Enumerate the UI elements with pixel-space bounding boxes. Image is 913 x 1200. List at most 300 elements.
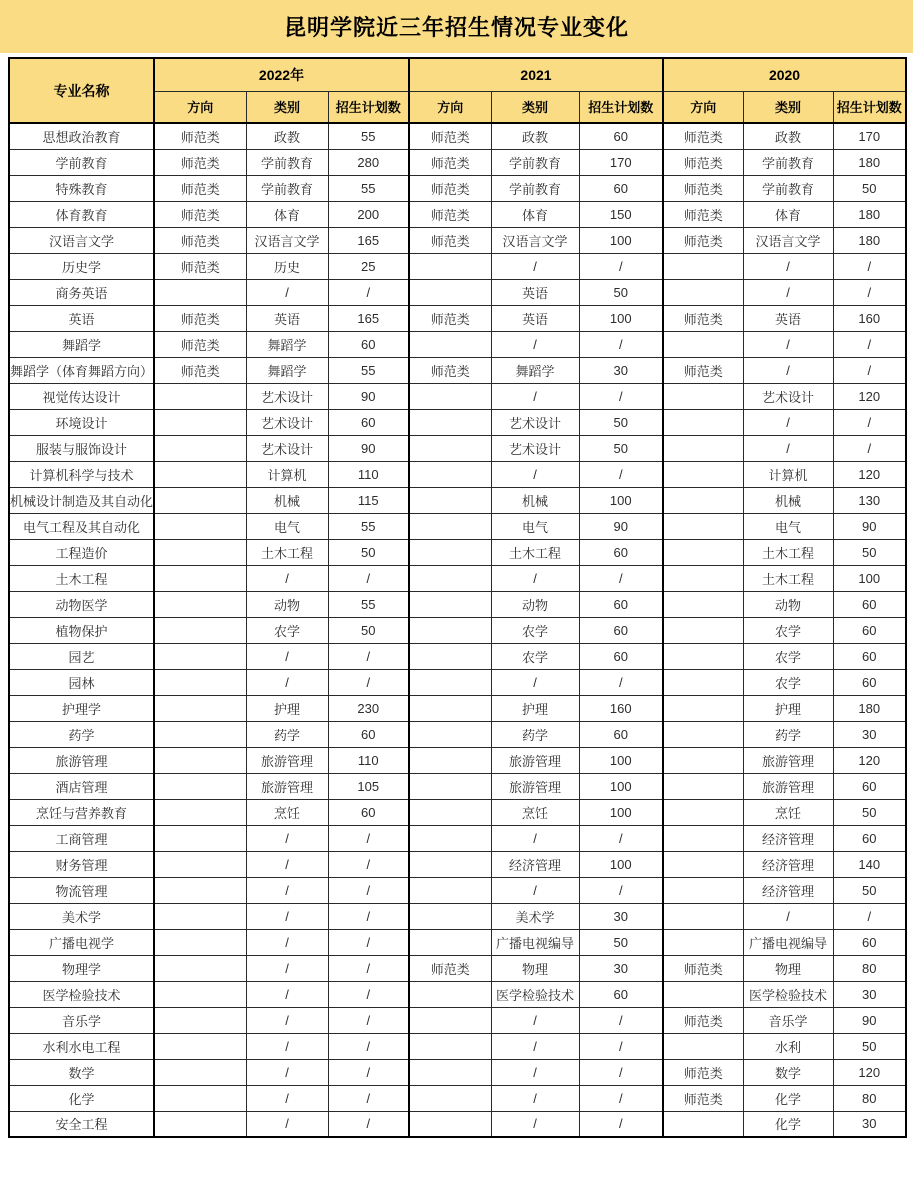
table-row (9, 825, 906, 851)
direction-cell-2020 (663, 851, 743, 877)
table-row (9, 695, 906, 721)
plan-count-cell-2020: 30 (833, 981, 906, 1007)
plan-count-cell-2022: / (328, 643, 409, 669)
plan-count-cell-2022: 110 (328, 747, 409, 773)
plan-count-cell-2021: / (579, 669, 663, 695)
category-cell-2021: / (491, 383, 579, 409)
plan-count-cell-2022: 55 (328, 591, 409, 617)
table-row (9, 799, 906, 825)
plan-count-cell-2022: / (328, 1111, 409, 1137)
major-name-cell: 英语 (9, 305, 154, 331)
table-row (9, 331, 906, 357)
major-name-cell: 学前教育 (9, 149, 154, 175)
table-row (9, 383, 906, 409)
plan-count-cell-2021: 60 (579, 617, 663, 643)
plan-count-cell-2022: 55 (328, 123, 409, 149)
major-name-cell: 物理学 (9, 955, 154, 981)
category-cell-2020: 农学 (743, 669, 833, 695)
major-name-cell: 水利水电工程 (9, 1033, 154, 1059)
direction-cell-2021 (409, 487, 491, 513)
direction-cell-2022 (154, 851, 246, 877)
table-row (9, 851, 906, 877)
direction-cell-2020 (663, 903, 743, 929)
plan-count-cell-2021: 100 (579, 487, 663, 513)
year-header-2022: 2022年 (154, 58, 409, 91)
category-cell-2020: 经济管理 (743, 877, 833, 903)
direction-cell-2021: 师范类 (409, 305, 491, 331)
direction-cell-2020 (663, 643, 743, 669)
category-cell-2020: 化学 (743, 1085, 833, 1111)
major-name-cell: 广播电视学 (9, 929, 154, 955)
direction-cell-2021 (409, 383, 491, 409)
category-cell-2021: 舞蹈学 (491, 357, 579, 383)
direction-cell-2020 (663, 825, 743, 851)
direction-cell-2022: 师范类 (154, 357, 246, 383)
plan-count-cell-2020: 50 (833, 799, 906, 825)
category-cell-2022: / (246, 279, 328, 305)
category-cell-2022: 艺术设计 (246, 409, 328, 435)
category-cell-2020: 英语 (743, 305, 833, 331)
table-row (9, 461, 906, 487)
plan-count-cell-2022: 115 (328, 487, 409, 513)
category-cell-2022: / (246, 1007, 328, 1033)
table-row (9, 357, 906, 383)
direction-cell-2021: 师范类 (409, 149, 491, 175)
plan-count-cell-2021: / (579, 1033, 663, 1059)
category-cell-2022: 艺术设计 (246, 435, 328, 461)
category-cell-2020: 艺术设计 (743, 383, 833, 409)
major-name-cell: 舞蹈学 (9, 331, 154, 357)
direction-cell-2020 (663, 747, 743, 773)
direction-cell-2021 (409, 695, 491, 721)
plan-count-cell-2021: 60 (579, 175, 663, 201)
category-cell-2020: / (743, 357, 833, 383)
plan-count-cell-2020: 170 (833, 123, 906, 149)
direction-cell-2022 (154, 799, 246, 825)
category-cell-2020: 电气 (743, 513, 833, 539)
category-cell-2021: / (491, 461, 579, 487)
category-cell-2022: / (246, 903, 328, 929)
direction-cell-2020 (663, 591, 743, 617)
plan-count-cell-2020: 120 (833, 383, 906, 409)
direction-cell-2021 (409, 617, 491, 643)
table-row (9, 747, 906, 773)
plan-count-cell-2022: 280 (328, 149, 409, 175)
category-cell-2020: / (743, 435, 833, 461)
category-cell-2022: 药学 (246, 721, 328, 747)
plan-count-cell-2022: 110 (328, 461, 409, 487)
plan-count-cell-2020: 180 (833, 695, 906, 721)
table-row (9, 305, 906, 331)
category-cell-2020: 物理 (743, 955, 833, 981)
major-name-cell: 植物保护 (9, 617, 154, 643)
major-name-cell: 商务英语 (9, 279, 154, 305)
direction-cell-2020 (663, 513, 743, 539)
direction-cell-2020 (663, 773, 743, 799)
direction-cell-2021 (409, 799, 491, 825)
plan-count-cell-2020: / (833, 357, 906, 383)
plan-count-cell-2022: / (328, 825, 409, 851)
direction-cell-2021 (409, 643, 491, 669)
category-cell-2022: 旅游管理 (246, 773, 328, 799)
direction-cell-2022: 师范类 (154, 305, 246, 331)
category-cell-2020: / (743, 331, 833, 357)
major-name-cell: 电气工程及其自动化 (9, 513, 154, 539)
plan-count-header-2020: 招生计划数 (833, 91, 906, 123)
table-row (9, 409, 906, 435)
category-cell-2022: 学前教育 (246, 175, 328, 201)
direction-cell-2021 (409, 773, 491, 799)
major-name-cell: 历史学 (9, 253, 154, 279)
direction-cell-2020 (663, 383, 743, 409)
direction-cell-2020 (663, 409, 743, 435)
category-cell-2021: / (491, 1111, 579, 1137)
plan-count-cell-2022: 90 (328, 435, 409, 461)
plan-count-cell-2022: / (328, 669, 409, 695)
category-cell-2021: 艺术设计 (491, 409, 579, 435)
category-cell-2021: / (491, 253, 579, 279)
major-name-cell: 物流管理 (9, 877, 154, 903)
category-cell-2020: 经济管理 (743, 851, 833, 877)
table-row (9, 981, 906, 1007)
direction-cell-2021 (409, 1111, 491, 1137)
category-cell-2022: / (246, 1033, 328, 1059)
category-cell-2022: 土木工程 (246, 539, 328, 565)
category-cell-2022: / (246, 565, 328, 591)
plan-count-cell-2022: 90 (328, 383, 409, 409)
plan-count-cell-2021: 100 (579, 773, 663, 799)
major-name-cell: 美术学 (9, 903, 154, 929)
plan-count-cell-2020: 60 (833, 591, 906, 617)
category-cell-2022: / (246, 851, 328, 877)
table-row (9, 1007, 906, 1033)
category-cell-2022: / (246, 877, 328, 903)
direction-cell-2021: 师范类 (409, 357, 491, 383)
category-cell-2020: 旅游管理 (743, 747, 833, 773)
direction-cell-2020: 师范类 (663, 1085, 743, 1111)
category-cell-2022: 护理 (246, 695, 328, 721)
direction-cell-2020: 师范类 (663, 955, 743, 981)
category-cell-2020: 旅游管理 (743, 773, 833, 799)
plan-count-cell-2022: / (328, 1059, 409, 1085)
plan-count-cell-2022: / (328, 565, 409, 591)
major-name-cell: 园林 (9, 669, 154, 695)
category-cell-2020: 计算机 (743, 461, 833, 487)
category-cell-2022: 历史 (246, 253, 328, 279)
category-cell-2022: 舞蹈学 (246, 357, 328, 383)
direction-cell-2020 (663, 929, 743, 955)
category-header-2022: 类别 (246, 91, 328, 123)
plan-count-cell-2021: 50 (579, 279, 663, 305)
plan-count-cell-2021: / (579, 383, 663, 409)
category-cell-2020: 药学 (743, 721, 833, 747)
category-cell-2022: 计算机 (246, 461, 328, 487)
major-name-header: 专业名称 (9, 58, 154, 123)
table-row (9, 435, 906, 461)
direction-cell-2021 (409, 591, 491, 617)
direction-cell-2020 (663, 669, 743, 695)
plan-count-cell-2022: / (328, 929, 409, 955)
direction-cell-2022 (154, 643, 246, 669)
plan-count-cell-2022: 60 (328, 409, 409, 435)
plan-count-cell-2020: 60 (833, 669, 906, 695)
plan-count-cell-2022: / (328, 903, 409, 929)
year-header-row (9, 58, 906, 91)
category-cell-2022: / (246, 955, 328, 981)
direction-cell-2021 (409, 565, 491, 591)
direction-cell-2020 (663, 1111, 743, 1137)
category-cell-2020: 水利 (743, 1033, 833, 1059)
plan-count-cell-2021: / (579, 331, 663, 357)
direction-cell-2021 (409, 331, 491, 357)
table-row (9, 227, 906, 253)
major-name-cell: 工程造价 (9, 539, 154, 565)
direction-cell-2022 (154, 903, 246, 929)
plan-count-cell-2021: 100 (579, 227, 663, 253)
plan-count-cell-2020: 90 (833, 513, 906, 539)
enrollment-table (8, 57, 907, 1138)
plan-count-cell-2020: 100 (833, 565, 906, 591)
direction-header-2020: 方向 (663, 91, 743, 123)
direction-cell-2021 (409, 279, 491, 305)
category-cell-2020: / (743, 903, 833, 929)
plan-count-cell-2021: 30 (579, 357, 663, 383)
table-row (9, 539, 906, 565)
plan-count-cell-2022: 60 (328, 721, 409, 747)
direction-cell-2021 (409, 981, 491, 1007)
category-cell-2022: 烹饪 (246, 799, 328, 825)
major-name-cell: 特殊教育 (9, 175, 154, 201)
direction-header-2022: 方向 (154, 91, 246, 123)
major-name-cell: 医学检验技术 (9, 981, 154, 1007)
direction-cell-2020 (663, 487, 743, 513)
plan-count-header-2021: 招生计划数 (579, 91, 663, 123)
direction-cell-2022 (154, 591, 246, 617)
category-cell-2020: 广播电视编导 (743, 929, 833, 955)
table-row (9, 279, 906, 305)
category-cell-2021: 农学 (491, 617, 579, 643)
direction-cell-2022: 师范类 (154, 123, 246, 149)
plan-count-cell-2021: 100 (579, 305, 663, 331)
category-cell-2022: 机械 (246, 487, 328, 513)
plan-count-cell-2020: 50 (833, 175, 906, 201)
direction-cell-2020 (663, 877, 743, 903)
category-cell-2020: / (743, 409, 833, 435)
category-cell-2021: / (491, 331, 579, 357)
table-row (9, 513, 906, 539)
plan-count-cell-2020: 120 (833, 747, 906, 773)
direction-cell-2022 (154, 435, 246, 461)
major-name-cell: 土木工程 (9, 565, 154, 591)
plan-count-cell-2020: 60 (833, 643, 906, 669)
plan-count-cell-2021: 50 (579, 929, 663, 955)
category-cell-2020: 农学 (743, 617, 833, 643)
plan-count-cell-2020: 60 (833, 773, 906, 799)
category-cell-2022: 英语 (246, 305, 328, 331)
plan-count-header-2022: 招生计划数 (328, 91, 409, 123)
plan-count-cell-2021: 100 (579, 747, 663, 773)
major-name-cell: 酒店管理 (9, 773, 154, 799)
major-name-cell: 工商管理 (9, 825, 154, 851)
major-name-cell: 化学 (9, 1085, 154, 1111)
category-cell-2021: 政教 (491, 123, 579, 149)
direction-cell-2022 (154, 383, 246, 409)
direction-cell-2021 (409, 747, 491, 773)
year-header-2020: 2020 (663, 58, 906, 91)
plan-count-cell-2020: 80 (833, 955, 906, 981)
major-name-cell: 烹饪与营养教育 (9, 799, 154, 825)
direction-cell-2022: 师范类 (154, 227, 246, 253)
category-cell-2020: 化学 (743, 1111, 833, 1137)
category-cell-2020: 体育 (743, 201, 833, 227)
table-row (9, 175, 906, 201)
plan-count-cell-2021: 30 (579, 955, 663, 981)
direction-cell-2022 (154, 617, 246, 643)
plan-count-cell-2021: 50 (579, 409, 663, 435)
direction-cell-2021: 师范类 (409, 955, 491, 981)
direction-cell-2020: 师范类 (663, 1007, 743, 1033)
plan-count-cell-2020: 60 (833, 825, 906, 851)
direction-cell-2020 (663, 279, 743, 305)
plan-count-cell-2021: / (579, 877, 663, 903)
category-cell-2021: 美术学 (491, 903, 579, 929)
plan-count-cell-2020: / (833, 253, 906, 279)
direction-cell-2021 (409, 1085, 491, 1111)
direction-cell-2020 (663, 539, 743, 565)
plan-count-cell-2022: 50 (328, 617, 409, 643)
plan-count-cell-2022: / (328, 955, 409, 981)
direction-cell-2020 (663, 695, 743, 721)
direction-cell-2022 (154, 929, 246, 955)
category-cell-2022: 电气 (246, 513, 328, 539)
direction-cell-2020 (663, 435, 743, 461)
plan-count-cell-2022: 55 (328, 357, 409, 383)
plan-count-cell-2021: / (579, 1059, 663, 1085)
category-cell-2020: 机械 (743, 487, 833, 513)
category-cell-2021: / (491, 1007, 579, 1033)
direction-cell-2020: 师范类 (663, 227, 743, 253)
direction-cell-2021 (409, 851, 491, 877)
direction-cell-2022 (154, 721, 246, 747)
direction-cell-2020: 师范类 (663, 305, 743, 331)
category-cell-2021: 护理 (491, 695, 579, 721)
plan-count-cell-2022: / (328, 877, 409, 903)
direction-cell-2021 (409, 669, 491, 695)
major-name-cell: 体育教育 (9, 201, 154, 227)
major-name-cell: 机械设计制造及其自动化 (9, 487, 154, 513)
major-name-cell: 旅游管理 (9, 747, 154, 773)
plan-count-cell-2021: 30 (579, 903, 663, 929)
plan-count-cell-2022: 60 (328, 331, 409, 357)
category-header-2020: 类别 (743, 91, 833, 123)
direction-cell-2021 (409, 253, 491, 279)
category-cell-2020: 经济管理 (743, 825, 833, 851)
plan-count-cell-2021: 50 (579, 435, 663, 461)
direction-cell-2022 (154, 1111, 246, 1137)
direction-cell-2022 (154, 539, 246, 565)
category-cell-2022: / (246, 669, 328, 695)
category-cell-2022: / (246, 929, 328, 955)
plan-count-cell-2020: 50 (833, 539, 906, 565)
direction-cell-2022 (154, 773, 246, 799)
category-cell-2022: / (246, 1111, 328, 1137)
category-cell-2021: 物理 (491, 955, 579, 981)
category-cell-2021: 烹饪 (491, 799, 579, 825)
direction-cell-2021 (409, 903, 491, 929)
table-row (9, 487, 906, 513)
plan-count-cell-2021: 60 (579, 539, 663, 565)
direction-cell-2021 (409, 539, 491, 565)
table-row (9, 149, 906, 175)
major-name-cell: 服装与服饰设计 (9, 435, 154, 461)
category-cell-2022: 体育 (246, 201, 328, 227)
plan-count-cell-2020: / (833, 435, 906, 461)
plan-count-cell-2020: 120 (833, 461, 906, 487)
direction-cell-2022: 师范类 (154, 175, 246, 201)
major-name-cell: 数学 (9, 1059, 154, 1085)
category-cell-2021: / (491, 1033, 579, 1059)
direction-cell-2021 (409, 721, 491, 747)
table-row (9, 565, 906, 591)
category-cell-2022: 学前教育 (246, 149, 328, 175)
plan-count-cell-2022: 60 (328, 799, 409, 825)
direction-cell-2022: 师范类 (154, 253, 246, 279)
plan-count-cell-2020: 160 (833, 305, 906, 331)
plan-count-cell-2021: 170 (579, 149, 663, 175)
plan-count-cell-2020: 90 (833, 1007, 906, 1033)
direction-cell-2022 (154, 1085, 246, 1111)
direction-cell-2022 (154, 487, 246, 513)
direction-cell-2022 (154, 1007, 246, 1033)
plan-count-cell-2022: / (328, 981, 409, 1007)
category-cell-2021: / (491, 825, 579, 851)
direction-cell-2020: 师范类 (663, 201, 743, 227)
year-header-2021: 2021 (409, 58, 663, 91)
category-cell-2022: / (246, 643, 328, 669)
category-cell-2021: 药学 (491, 721, 579, 747)
category-cell-2020: / (743, 253, 833, 279)
plan-count-cell-2021: 100 (579, 851, 663, 877)
direction-cell-2020: 师范类 (663, 357, 743, 383)
category-cell-2020: 学前教育 (743, 175, 833, 201)
category-cell-2022: 政教 (246, 123, 328, 149)
table-header (9, 58, 906, 123)
plan-count-cell-2022: 55 (328, 513, 409, 539)
table-row (9, 617, 906, 643)
direction-cell-2021 (409, 929, 491, 955)
direction-cell-2021 (409, 1007, 491, 1033)
direction-cell-2020 (663, 331, 743, 357)
plan-count-cell-2021: 160 (579, 695, 663, 721)
major-name-cell: 视觉传达设计 (9, 383, 154, 409)
plan-count-cell-2020: / (833, 903, 906, 929)
direction-cell-2021 (409, 409, 491, 435)
major-name-cell: 汉语言文学 (9, 227, 154, 253)
plan-count-cell-2020: 130 (833, 487, 906, 513)
table-row (9, 591, 906, 617)
table-body (9, 123, 906, 1137)
page-title: 昆明学院近三年招生情况专业变化 (283, 15, 629, 40)
plan-count-cell-2021: 60 (579, 591, 663, 617)
direction-cell-2020: 师范类 (663, 175, 743, 201)
table-row (9, 253, 906, 279)
plan-count-cell-2022: / (328, 851, 409, 877)
plan-count-cell-2021: 150 (579, 201, 663, 227)
plan-count-cell-2020: 60 (833, 929, 906, 955)
plan-count-cell-2020: 120 (833, 1059, 906, 1085)
direction-cell-2020: 师范类 (663, 1059, 743, 1085)
direction-cell-2021 (409, 877, 491, 903)
